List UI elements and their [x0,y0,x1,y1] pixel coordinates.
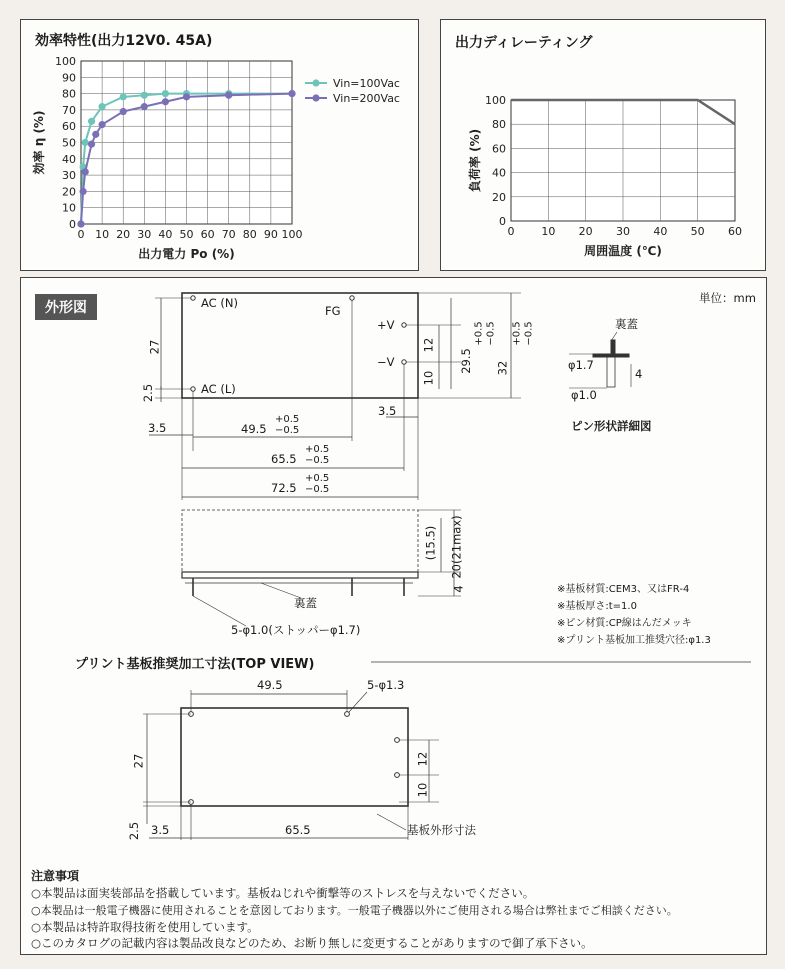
label-pins: 5-φ1.0(ストッパーφ1.7) [231,623,361,637]
pcb-dim-10: 10 [415,782,430,798]
x-tick-label: 30 [137,228,152,241]
unit-label: 単位：mm [699,291,756,305]
label-ac-n: AC (N) [201,296,238,310]
x-tick-label: 40 [653,225,668,238]
y-tick-label: 70 [62,103,76,117]
dim-15-5: (15.5) [423,525,438,561]
pin-detail-pin [607,357,615,387]
x-tick-label: 20 [116,228,131,241]
pcb-dim-12: 12 [415,751,430,767]
pin-detail-phi17: φ1.7 [568,358,594,372]
efficiency-chart-panel [20,19,419,271]
dim-27: 27 [147,339,162,355]
dim-29-5-tol-minus: −0.5 [485,321,497,346]
y-tick-label: 40 [62,152,76,166]
dim-3-5-left: 3.5 [148,421,167,435]
dim-20: 20(21max) [449,515,464,579]
x-tick-label: 80 [242,228,257,241]
pcb-dim-3-5: 3.5 [151,823,170,837]
pcb-section-title: プリント基板推奨加工寸法(TOP VIEW) [75,657,315,672]
note-item-2: ○本製品は一般電子機器に使用されることを意図しております。一般電子機器以外にご使用される場合は弊社までご相談ください。 [31,904,678,917]
y-axis-label: 負荷率 (%) [468,128,482,193]
series-2-point [141,103,148,110]
spec-board-material: ※基板材質:CEM3、又はFR-4 [557,584,690,595]
dim-32-tol-minus: −0.5 [523,321,535,346]
legend-label: Vin=100Vac [333,77,400,90]
x-tick-label: 60 [200,228,215,241]
label-plus-v: +V [377,318,395,332]
derating-chart-panel [440,19,766,271]
x-tick-label: 0 [77,228,85,241]
series-2-point [88,141,95,148]
dim-4: 4 [451,585,466,593]
dim-12: 12 [421,337,436,353]
spec-hole-diameter: ※プリント基板加工推奨穴径:φ1.3 [557,635,711,646]
pin-detail-4: 4 [635,367,643,381]
series-2-point [162,98,169,105]
pin-detail-urabuta: 裏蓋 [615,317,638,331]
pin-fg [350,296,354,300]
legend-label: Vin=200Vac [333,92,400,105]
series-2-point [225,92,232,99]
pin-plus-v [402,323,406,327]
dim-72-5: 72.5 [271,481,297,495]
y-tick-label: 10 [62,201,76,215]
notes-title: 注意事項 [31,869,80,883]
dim-3-5-right: 3.5 [378,404,397,418]
series-2-point [80,188,87,195]
y-tick-label: 90 [62,71,76,85]
pcb-outline-label: 基板外形寸法 [407,823,476,837]
label-ac-l: AC (L) [201,382,236,396]
series-2-point [99,121,106,128]
series-2-point [82,168,89,175]
series-1-point [141,92,148,99]
dim-32: 32 [495,360,510,376]
series-1-point [88,118,95,125]
pin-detail-phi10: φ1.0 [571,388,597,402]
x-tick-label: 50 [690,225,705,238]
y-tick-label: 50 [62,136,76,150]
series-2-point [77,220,84,227]
y-tick-label: 80 [492,118,506,132]
y-tick-label: 60 [62,120,76,134]
series-2-point [120,108,127,115]
series-2-point [183,93,190,100]
spec-pin-material: ※ピン材質:CP線はんだメッキ [557,618,692,629]
dim-65-5-tol-plus: +0.5 [305,444,330,455]
dim-2-5: 2.5 [141,383,156,403]
pcb-dim-49-5: 49.5 [257,678,283,692]
dim-65-5-tol-minus: −0.5 [305,455,330,466]
x-axis-label: 周囲温度 (℃) [584,244,662,258]
note-item-3: ○本製品は特許取得技術を使用しています。 [31,920,259,934]
dim-72-5-tol-plus: +0.5 [305,473,330,484]
dim-29-5-tol-plus: +0.5 [473,321,485,346]
y-tick-label: 20 [62,185,76,199]
dim-72-5-tol-minus: −0.5 [305,484,330,495]
label-urabuta: 裏蓋 [294,596,317,610]
x-tick-label: 90 [263,228,278,241]
pcb-dim-2-5: 2.5 [127,821,142,841]
x-axis-label: 出力電力 Po (%) [138,247,235,261]
note-item-1: ○本製品は面実装部品を搭載しています。基板ねじれや衝撃等のストレスを与えないでください。 [31,886,535,900]
y-tick-label: 80 [62,87,76,101]
dim-65-5: 65.5 [271,452,297,466]
y-tick-label: 30 [62,169,76,183]
efficiency-chart [21,20,418,270]
x-tick-label: 40 [158,228,173,241]
pcb-dim-65-5: 65.5 [285,823,311,837]
y-tick-label: 60 [492,142,506,156]
pcb-dim-27: 27 [131,753,146,769]
pin-detail-title: ピン形状詳細図 [571,419,652,433]
x-tick-label: 50 [179,228,194,241]
x-tick-label: 30 [616,225,630,238]
dim-32-tol-plus: +0.5 [511,321,523,346]
y-tick-label: 40 [492,166,506,180]
y-tick-label: 0 [69,218,76,231]
y-tick-label: 100 [55,55,76,68]
x-tick-label: 0 [507,225,515,238]
pin-ac-n [191,296,195,300]
y-axis-label: 効率 η (%) [32,110,46,175]
legend-marker [312,94,319,101]
series-1-point [82,139,89,146]
pcb-hole-4 [395,773,400,778]
pin-detail-stopper [593,354,629,357]
x-tick-label: 10 [541,225,556,238]
series-1-point [120,93,127,100]
pcb-hole-2 [345,712,350,717]
x-tick-label: 20 [578,225,593,238]
dim-49-5-tol-plus: +0.5 [275,414,300,425]
series-1-point [162,90,169,97]
x-tick-label: 10 [95,228,110,241]
spec-board-thickness: ※基板厚さ:t=1.0 [557,601,637,612]
series-2-point [92,131,99,138]
dim-29-5: 29.5 [458,348,473,374]
dim-49-5-tol-minus: −0.5 [275,425,300,436]
x-tick-label: 70 [221,228,236,241]
series-1-point [99,103,106,110]
module-side-view [182,510,418,572]
label-fg: FG [325,304,341,318]
legend-marker [312,79,319,86]
derating-chart-title: 出力ディレーティング [455,35,593,51]
efficiency-chart-title: 効率特性(出力12V0. 45A) [35,33,213,49]
label-minus-v: −V [377,355,395,369]
pcb-outline [181,708,408,806]
x-tick-label: 100 [281,228,303,241]
side-view-board [182,572,418,578]
series-2-point [288,90,295,97]
pin-minus-v [402,360,406,364]
pcb-holes: 5-φ1.3 [367,678,405,692]
x-tick-label: 60 [728,225,742,238]
note-item-4: ○このカタログの記載内容は製品改良などのため、お断り無しに変更することがありますので御了承下さい。 [31,936,593,950]
dim-10: 10 [421,370,436,386]
y-tick-label: 0 [499,215,506,228]
y-tick-label: 20 [492,190,506,204]
pcb-hole-3 [395,738,400,743]
outline-drawing-panel [20,277,767,955]
outline-section-tab: 外形図 [35,294,97,320]
pin-ac-l [191,387,195,391]
derating-chart [441,20,765,270]
dim-49-5: 49.5 [241,422,267,436]
y-tick-label: 100 [485,94,506,107]
